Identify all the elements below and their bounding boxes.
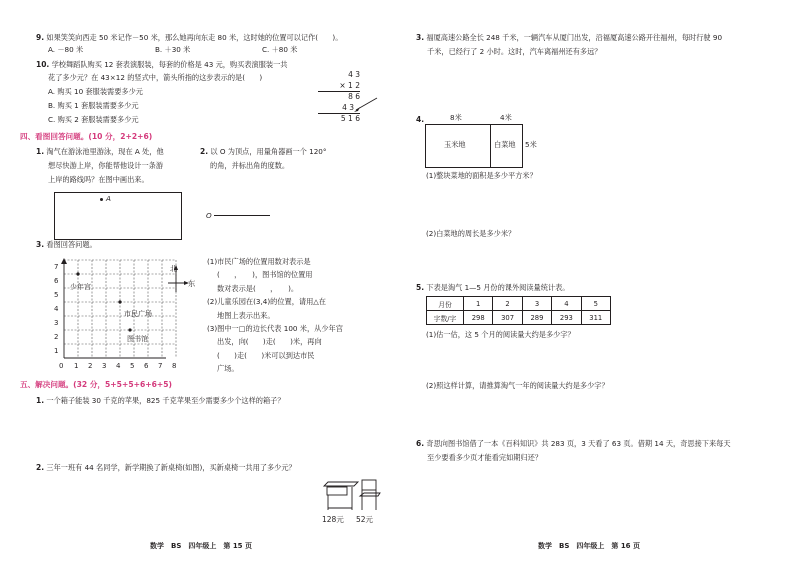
x-tick-label: 5 — [130, 362, 135, 370]
sub-question-line: ( ， )，图书馆的位置用 — [217, 270, 313, 280]
sub-question: (2)白菜地的周长是多少米？ — [426, 229, 516, 238]
question-text: 一个箱子能装 30 千克的苹果，825 千克苹果至少需要多少个这样的箱子？ — [46, 396, 285, 405]
x-tick-label: 2 — [88, 362, 93, 370]
table-header-cell: 字数/字 — [427, 311, 464, 325]
table-cell: 307 — [493, 311, 522, 325]
page-footer: 数学 BS 四年级上 第 15 页 — [150, 542, 252, 550]
calc-line: 4 3 — [318, 103, 360, 115]
section-score: (10 分，2+2+6) — [88, 132, 153, 141]
library-point — [128, 328, 131, 331]
y-tick-label: 7 — [54, 263, 59, 271]
option-a: A. 购买 10 套服装需要多少元 — [48, 87, 143, 96]
point-a-dot — [100, 198, 103, 201]
section-4-heading — [20, 131, 152, 142]
option-b: B. 购买 1 套服装需要多少元 — [48, 101, 139, 110]
dimension-label: 8米 — [450, 113, 462, 122]
question-number: 4. — [416, 115, 425, 124]
question-line: 奇思向图书馆借了一本《百科知识》共 283 页，3 天看了 63 页。借期 14 天，奇思接下来每天 — [426, 439, 731, 448]
table-cell: 289 — [522, 311, 551, 325]
x-tick-label: 6 — [144, 362, 149, 370]
swimming-pool — [54, 192, 182, 240]
section-score: (32 分，5+5+5+6+6+5) — [73, 380, 173, 389]
vertex-label: O — [206, 211, 212, 220]
section-5-heading — [20, 379, 172, 390]
table-cell: 298 — [464, 311, 493, 325]
question-line: 淘气在游泳池里游泳，现在 A 处，他 — [46, 147, 164, 156]
question-line: 看图回答问题。 — [46, 240, 97, 249]
question-line: 福厦高速公路全长 248 千米，一辆汽车从厦门出发，沿福厦高速公路开往福州，每时行驶 90 — [426, 33, 723, 42]
s4-question-1 — [36, 147, 164, 157]
question-number: 2. — [200, 147, 209, 156]
question-6 — [416, 439, 731, 449]
question-text: 三年一班有 44 名同学，新学期换了新桌椅(如图)，买新桌椅一共用了多少元？ — [46, 463, 296, 472]
sub-question-line: 广场。 — [217, 364, 239, 374]
table-cell: 5 — [581, 297, 610, 311]
cabbage-field-label: 白菜地 — [494, 140, 516, 149]
youth-palace-label: 少年宫 — [70, 283, 91, 291]
y-tick-label: 6 — [54, 277, 59, 285]
question-number: 3. — [36, 240, 45, 249]
sub-question: (2)照这样计算，请推算淘气一年的阅读量大约是多少字？ — [426, 381, 609, 390]
option-c: C. ＋80 米 — [262, 45, 298, 54]
question-number: 1. — [36, 396, 45, 405]
question-number: 2. — [36, 463, 45, 472]
question-line: 千米，已经行了 2 小时。这时，汽车离福州还有多远？ — [427, 47, 602, 56]
question-10 — [36, 60, 287, 70]
east-label: 东 — [188, 279, 196, 288]
page-footer: 数学 BS 四年级上 第 16 页 — [538, 542, 640, 550]
question-9 — [36, 33, 342, 43]
table-cell: 3 — [522, 297, 551, 311]
sub-question: (1)估一估，这 5 个月的阅读量大约是多少字？ — [426, 330, 575, 339]
library-label: 图书馆 — [127, 335, 148, 343]
question-number: 10. — [36, 60, 50, 69]
question-line: 想尽快游上岸，你能帮他设计一条游 — [48, 161, 164, 170]
x-tick-label: 7 — [158, 362, 163, 370]
question-number: 1. — [36, 147, 45, 156]
y-tick-label: 3 — [54, 319, 59, 327]
table-row — [427, 297, 611, 311]
s5-question-1 — [36, 396, 285, 406]
civic-square-point — [118, 300, 121, 303]
arrow-icon — [352, 96, 380, 116]
table-cell: 293 — [552, 311, 581, 325]
table-header-cell: 月份 — [427, 297, 464, 311]
y-tick-label: 5 — [54, 291, 59, 299]
question-line: 以 O 为顶点，用量角器画一个 120° — [210, 147, 327, 156]
table-row — [427, 311, 611, 325]
question-number: 5. — [416, 283, 425, 292]
y-tick-label: 4 — [54, 305, 59, 313]
corn-field-label: 玉米地 — [444, 140, 466, 149]
question-line: 学校舞蹈队购买 12 套表演服装，每套的价格是 43 元，购买表演服装一共 — [51, 60, 288, 69]
reading-stats-table — [426, 296, 611, 325]
section-title: 五、解决问题。 — [20, 380, 74, 389]
origin-label: 0 — [59, 362, 64, 370]
table-cell: 311 — [581, 311, 610, 325]
chair-price: 52元 — [356, 515, 374, 524]
x-tick-label: 3 — [102, 362, 107, 370]
s4-question-2 — [200, 147, 326, 157]
question-line: 上岸的路线吗？在图中画出来。 — [48, 175, 149, 184]
y-tick-label: 1 — [54, 347, 59, 355]
grid-lines — [64, 260, 176, 358]
angle-ray — [214, 215, 270, 216]
y-axis — [61, 258, 67, 358]
question-number: 9. — [36, 33, 45, 42]
dimension-label: 5米 — [525, 140, 537, 149]
x-tick-label: 4 — [116, 362, 121, 370]
option-b: B. ＋30 米 — [155, 45, 191, 54]
section-title: 四、看图回答问题。 — [20, 132, 89, 141]
question-line: 至少要看多少页才能看完如期归还？ — [427, 453, 543, 462]
x-tick-label: 8 — [172, 362, 177, 370]
dimension-label: 4米 — [500, 113, 512, 122]
question-3 — [416, 33, 722, 43]
question-line: 的角，并标出角的度数。 — [210, 161, 290, 170]
question-5 — [416, 283, 569, 293]
point-a-label: A — [106, 194, 111, 203]
sub-question-line: ( )走( )米可以到达市民 — [217, 350, 315, 360]
sub-question-line: (3)图中一□的边长代表 100 米，从少年宫 — [207, 324, 343, 334]
option-a: A. －80 米 — [48, 45, 84, 54]
calc-line: 8 6 — [348, 92, 360, 101]
sub-question-line: (1)市民广场的位置用数对表示是 — [207, 257, 311, 266]
sub-question-line: 地图上表示出来。 — [217, 310, 275, 320]
y-tick-label: 2 — [54, 333, 59, 341]
table-cell: 2 — [493, 297, 522, 311]
youth-palace-point — [76, 272, 79, 275]
table-cell: 1 — [464, 297, 493, 311]
s4q3-subquestions — [207, 255, 343, 376]
right-page — [400, 0, 800, 576]
question-text: 如果笑笑向西走 50 米记作－50 米，那么她再向东走 80 米，这时她的位置可以记作( )。 — [46, 33, 343, 42]
sub-question-line: 出发，向( )走( )米，再向 — [217, 337, 322, 347]
question-line: 花了多少元？在 43×12 的竖式中，箭头所指的这步表示的是( ) — [48, 73, 263, 82]
desk-and-chair-image — [318, 474, 386, 514]
sub-question-line: (2)儿童乐园在(3,4)的位置，请用△在 — [207, 297, 326, 307]
s5-question-2 — [36, 463, 296, 473]
sub-question: (1)整块菜地的面积是多少平方米？ — [426, 171, 537, 180]
calc-line: 4 3 — [348, 70, 360, 79]
option-c: C. 购买 2 套服装需要多少元 — [48, 115, 139, 124]
civic-square-label: 市民广场 — [124, 310, 152, 318]
x-tick-label: 1 — [74, 362, 79, 370]
desk-price: 128元 — [322, 515, 344, 524]
table-cell: 4 — [552, 297, 581, 311]
s4-question-3 — [36, 240, 97, 250]
question-number: 6. — [416, 439, 425, 448]
north-label: 北 — [170, 264, 178, 273]
calc-line: × 1 2 — [318, 81, 360, 93]
sub-question-line: 数对表示是( ， )。 — [217, 283, 299, 293]
calc-line: 5 1 6 — [340, 114, 360, 123]
question-text: 下表是淘气 1—5 月份的课外阅读量统计表。 — [426, 283, 570, 292]
question-number: 3. — [416, 33, 425, 42]
